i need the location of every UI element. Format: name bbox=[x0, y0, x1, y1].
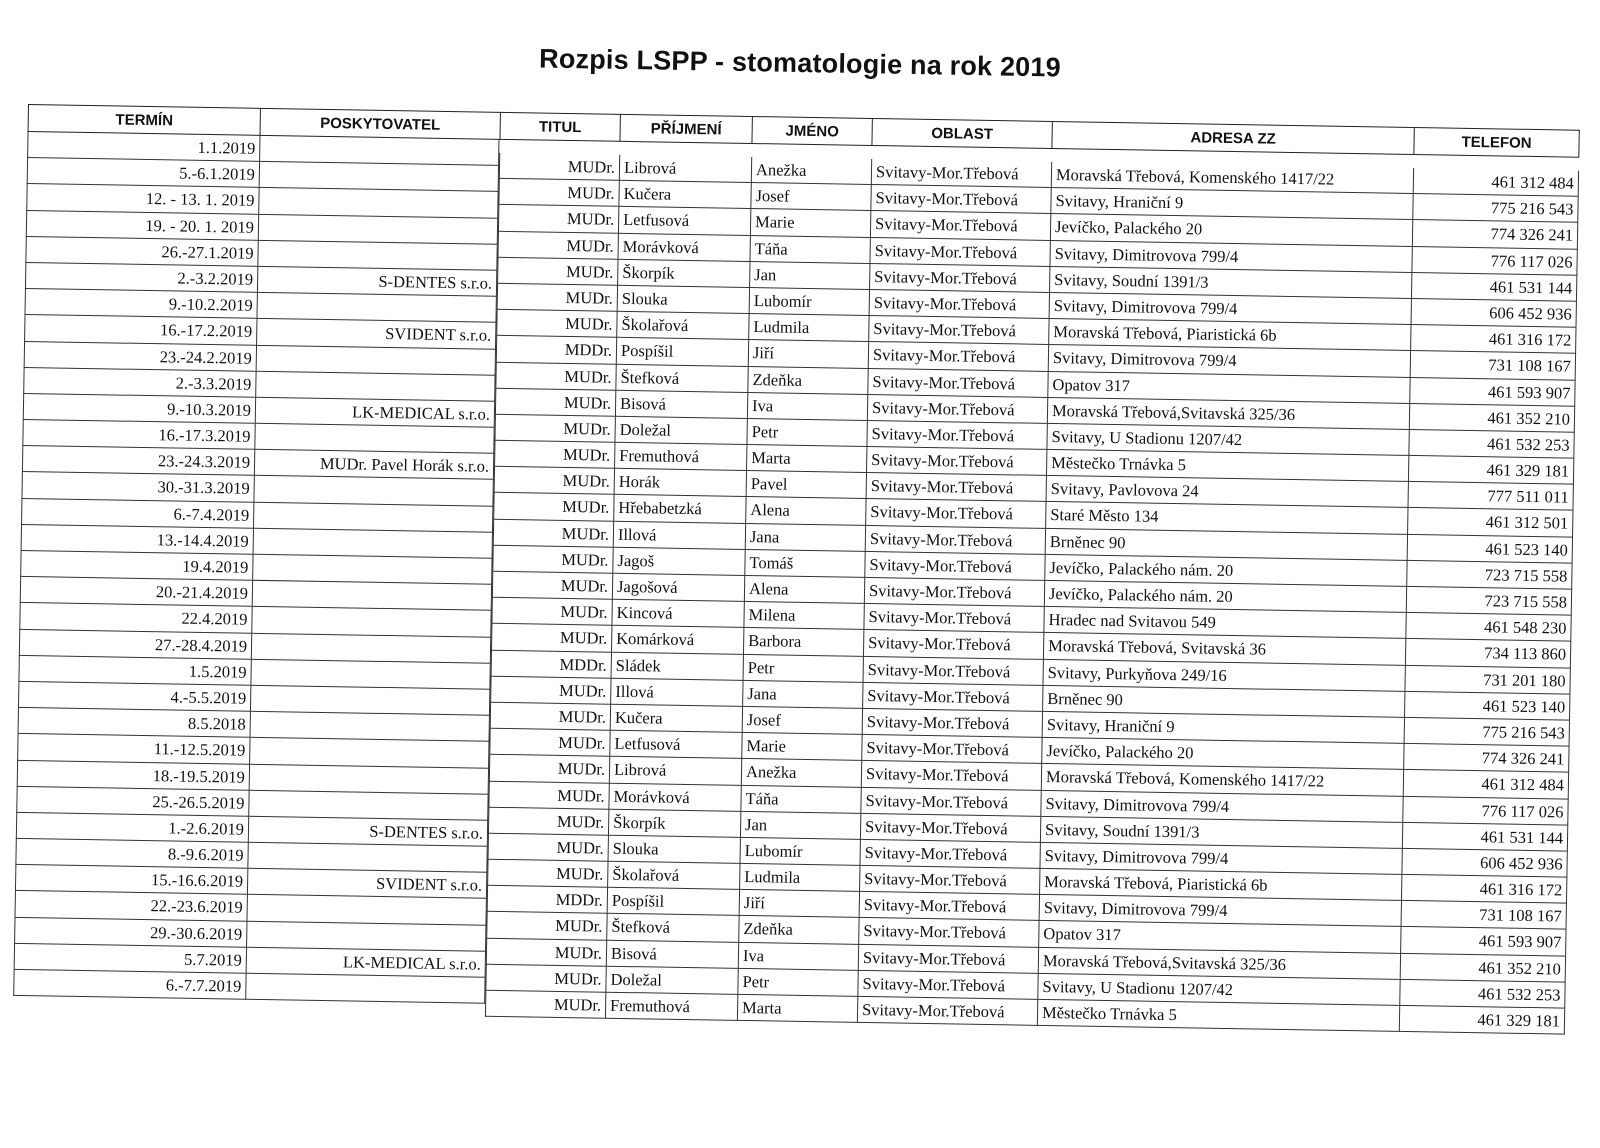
address-cell: Moravská Třebová, Piaristická 6b bbox=[1039, 869, 1401, 901]
provider-cell bbox=[245, 974, 485, 1004]
area-cell: Svitavy-Mor.Třebová bbox=[860, 787, 1040, 816]
term-provider-column bbox=[13, 132, 499, 1004]
title-cell: MUDr. bbox=[494, 467, 614, 495]
term-cell: 22.4.2019 bbox=[19, 603, 251, 633]
surname-cell: Letfusová bbox=[609, 731, 741, 759]
area-cell: Svitavy-Mor.Třebová bbox=[865, 526, 1045, 555]
title-cell: MDDr. bbox=[491, 650, 611, 678]
phone-cell: 461 531 144 bbox=[1411, 273, 1577, 302]
table-body bbox=[11, 132, 1579, 1148]
title-cell: MUDr. bbox=[496, 310, 616, 338]
surname-cell: Školařová bbox=[607, 862, 739, 890]
term-cell: 2.-3.3.2019 bbox=[23, 368, 255, 398]
firstname-cell: Tomáš bbox=[744, 550, 864, 578]
firstname-cell: Lubomír bbox=[749, 288, 869, 316]
title-cell: MUDr. bbox=[488, 834, 608, 862]
surname-cell: Škorpík bbox=[617, 260, 749, 288]
surname-cell: Štefková bbox=[606, 914, 738, 942]
firstname-cell: Jana bbox=[745, 524, 865, 552]
provider-cell bbox=[259, 136, 499, 166]
provider-cell bbox=[258, 214, 498, 244]
phone-cell: 774 326 241 bbox=[1412, 220, 1578, 249]
firstname-cell: Iva bbox=[747, 393, 867, 421]
area-cell: Svitavy-Mor.Třebová bbox=[861, 761, 1041, 790]
phone-cell: 774 326 241 bbox=[1403, 744, 1569, 773]
phone-cell: 731 108 167 bbox=[1401, 901, 1567, 930]
address-cell: Moravská Třebová, Svitavská 36 bbox=[1043, 633, 1405, 665]
address-cell: Svitavy, Dimitrovova 799/4 bbox=[1040, 790, 1402, 822]
provider-cell bbox=[251, 607, 491, 637]
title-cell: MUDr. bbox=[490, 703, 610, 731]
provider-cell bbox=[246, 895, 486, 925]
header-poskytovatel: POSKYTOVATEL bbox=[260, 108, 500, 140]
title-cell: MUDr. bbox=[497, 258, 617, 286]
phone-cell: 461 532 253 bbox=[1399, 980, 1565, 1009]
address-cell: Svitavy, U Stadionu 1207/42 bbox=[1037, 974, 1399, 1006]
phone-cell: 461 316 172 bbox=[1401, 875, 1567, 904]
provider-cell bbox=[258, 188, 498, 218]
provider-cell bbox=[256, 293, 496, 323]
firstname-cell: Jiří bbox=[748, 340, 868, 368]
provider-cell bbox=[247, 843, 487, 873]
address-cell: Jevíčko, Palackého 20 bbox=[1050, 214, 1412, 246]
title-cell: MUDr. bbox=[493, 519, 613, 547]
term-cell: 6.-7.4.2019 bbox=[21, 499, 253, 529]
firstname-cell: Lubomír bbox=[739, 838, 859, 866]
phone-cell: 461 329 181 bbox=[1399, 1006, 1565, 1035]
provider-cell bbox=[250, 686, 490, 716]
surname-cell: Jagošová bbox=[612, 574, 744, 602]
provider-cell bbox=[248, 790, 488, 820]
area-cell: Svitavy-Mor.Třebová bbox=[867, 368, 1047, 397]
provider-cell bbox=[252, 555, 492, 585]
surname-cell: Kučera bbox=[618, 181, 750, 209]
firstname-cell: Zdeňka bbox=[738, 916, 858, 944]
firstname-cell: Ludmila bbox=[739, 864, 859, 892]
schedule-table bbox=[11, 104, 1580, 1148]
surname-cell: Letfusová bbox=[618, 207, 750, 235]
title-cell: MUDr. bbox=[485, 965, 605, 993]
phone-cell: 461 532 253 bbox=[1408, 430, 1574, 459]
provider-cell bbox=[246, 921, 486, 951]
surname-cell: Bisová bbox=[615, 390, 747, 418]
surname-cell: Horák bbox=[614, 469, 746, 497]
address-cell: Jevíčko, Palackého 20 bbox=[1041, 738, 1403, 770]
provider-cell bbox=[253, 529, 493, 559]
term-cell: 8.5.2018 bbox=[18, 708, 250, 738]
term-cell: 9.-10.3.2019 bbox=[23, 394, 255, 424]
address-cell: Brněnec 90 bbox=[1045, 529, 1407, 561]
address-cell: Svitavy, Hraniční 9 bbox=[1042, 712, 1404, 744]
surname-cell: Doležal bbox=[605, 967, 737, 995]
header-oblast: OBLAST bbox=[871, 118, 1051, 149]
header-termin: TERMÍN bbox=[28, 104, 260, 136]
phone-cell: 461 593 907 bbox=[1400, 927, 1566, 956]
phone-cell: 723 715 558 bbox=[1406, 587, 1572, 616]
phone-cell: 461 329 181 bbox=[1408, 456, 1574, 485]
phone-cell: 775 216 543 bbox=[1412, 194, 1578, 223]
term-cell: 23.-24.3.2019 bbox=[22, 446, 254, 476]
address-cell: Moravská Třebová,Svitavská 325/36 bbox=[1038, 947, 1400, 979]
phone-cell: 461 593 907 bbox=[1409, 377, 1575, 406]
term-cell: 29.-30.6.2019 bbox=[14, 918, 246, 948]
provider-cell: MUDr. Pavel Horák s.r.o. bbox=[254, 450, 494, 480]
address-cell: Svitavy, Hraniční 9 bbox=[1050, 188, 1412, 220]
term-cell: 15.-16.6.2019 bbox=[15, 865, 247, 895]
area-cell: Svitavy-Mor.Třebová bbox=[859, 840, 1039, 869]
firstname-cell: Anežka bbox=[741, 759, 861, 787]
surname-cell: Doležal bbox=[614, 417, 746, 445]
area-cell: Svitavy-Mor.Třebová bbox=[869, 290, 1049, 319]
provider-cell: S-DENTES s.r.o. bbox=[257, 267, 497, 297]
title-cell: MUDr. bbox=[499, 153, 619, 181]
surname-cell: Kučera bbox=[610, 705, 742, 733]
area-cell: Svitavy-Mor.Třebová bbox=[864, 552, 1044, 581]
address-cell: Svitavy, Soudní 1391/3 bbox=[1049, 267, 1411, 299]
provider-cell bbox=[251, 633, 491, 663]
surname-cell: Illová bbox=[613, 521, 745, 549]
provider-cell: SVIDENT s.r.o. bbox=[247, 869, 487, 899]
provider-cell bbox=[252, 581, 492, 611]
address-cell: Moravská Třebová,Svitavská 325/36 bbox=[1047, 398, 1409, 430]
phone-cell: 775 216 543 bbox=[1404, 718, 1570, 747]
term-cell: 19.4.2019 bbox=[20, 551, 252, 581]
term-cell: 5.7.2019 bbox=[14, 944, 246, 974]
provider-cell: S-DENTES s.r.o. bbox=[248, 817, 488, 847]
phone-cell: 461 316 172 bbox=[1410, 325, 1576, 354]
surname-cell: Sládek bbox=[611, 652, 743, 680]
area-cell: Svitavy-Mor.Třebová bbox=[857, 971, 1037, 1000]
phone-cell: 723 715 558 bbox=[1406, 561, 1572, 590]
surname-cell: Štefková bbox=[615, 364, 747, 392]
firstname-cell: Petr bbox=[737, 969, 857, 997]
area-cell: Svitavy-Mor.Třebová bbox=[871, 159, 1051, 188]
surname-cell: Morávková bbox=[608, 783, 740, 811]
area-cell: Svitavy-Mor.Třebová bbox=[863, 656, 1043, 685]
address-cell: Moravská Třebová, Piaristická 6b bbox=[1048, 319, 1410, 351]
term-cell: 12. - 13. 1. 2019 bbox=[26, 184, 258, 214]
area-cell: Svitavy-Mor.Třebová bbox=[857, 997, 1037, 1026]
provider-cell bbox=[257, 241, 497, 271]
firstname-cell: Táňa bbox=[740, 785, 860, 813]
provider-cell bbox=[254, 424, 494, 454]
title-cell: MUDr. bbox=[498, 179, 618, 207]
term-cell: 16.-17.3.2019 bbox=[22, 420, 254, 450]
term-cell: 6.-7.7.2019 bbox=[13, 970, 245, 1000]
provider-cell bbox=[253, 502, 493, 532]
surname-cell: Hřebabetzká bbox=[613, 495, 745, 523]
firstname-cell: Josef bbox=[750, 183, 870, 211]
title-cell: MUDr. bbox=[489, 729, 609, 757]
phone-cell: 461 312 484 bbox=[1413, 168, 1579, 197]
address-cell: Svitavy, Purkyňova 249/16 bbox=[1042, 659, 1404, 691]
term-cell: 27.-28.4.2019 bbox=[19, 629, 251, 659]
address-cell: Svitavy, Soudní 1391/3 bbox=[1040, 817, 1402, 849]
surname-cell: Slouka bbox=[608, 836, 740, 864]
provider-cell bbox=[259, 162, 499, 192]
title-cell: MUDr. bbox=[495, 362, 615, 390]
firstname-cell: Jan bbox=[740, 812, 860, 840]
term-cell: 16.-17.2.2019 bbox=[24, 315, 256, 345]
area-cell: Svitavy-Mor.Třebová bbox=[870, 185, 1050, 214]
doctor-columns bbox=[485, 153, 1579, 1035]
firstname-cell: Alena bbox=[744, 576, 864, 604]
address-cell: Moravská Třebová, Komenského 1417/22 bbox=[1051, 162, 1413, 194]
provider-cell bbox=[250, 712, 490, 742]
surname-cell: Školařová bbox=[616, 312, 748, 340]
area-cell: Svitavy-Mor.Třebová bbox=[868, 316, 1048, 345]
header-titul: TITUL bbox=[499, 112, 619, 142]
area-cell: Svitavy-Mor.Třebová bbox=[862, 683, 1042, 712]
term-cell: 13.-14.4.2019 bbox=[21, 525, 253, 555]
phone-cell: 461 531 144 bbox=[1402, 823, 1568, 852]
area-cell: Svitavy-Mor.Třebová bbox=[859, 892, 1039, 921]
phone-cell: 731 108 167 bbox=[1410, 351, 1576, 380]
area-cell: Svitavy-Mor.Třebová bbox=[869, 264, 1049, 293]
title-cell: MUDr. bbox=[486, 938, 606, 966]
area-cell: Svitavy-Mor.Třebová bbox=[866, 447, 1046, 476]
area-cell: Svitavy-Mor.Třebová bbox=[866, 421, 1046, 450]
provider-cell: LK-MEDICAL s.r.o. bbox=[255, 398, 495, 428]
firstname-cell: Petr bbox=[743, 654, 863, 682]
firstname-cell: Barbora bbox=[743, 628, 863, 656]
address-cell: Jevíčko, Palackého nám. 20 bbox=[1044, 555, 1406, 587]
address-cell: Svitavy, Dimitrovova 799/4 bbox=[1049, 241, 1411, 273]
header-telefon: TELEFON bbox=[1413, 127, 1579, 158]
firstname-cell: Ludmila bbox=[748, 314, 868, 342]
term-cell: 22.-23.6.2019 bbox=[15, 891, 247, 921]
title-cell: MUDr. bbox=[494, 441, 614, 469]
term-cell: 1.1.2019 bbox=[27, 132, 259, 162]
address-cell: Opatov 317 bbox=[1038, 921, 1400, 953]
area-cell: Svitavy-Mor.Třebová bbox=[868, 342, 1048, 371]
phone-cell: 461 523 140 bbox=[1407, 535, 1573, 564]
area-cell: Svitavy-Mor.Třebová bbox=[867, 395, 1047, 424]
area-cell: Svitavy-Mor.Třebová bbox=[858, 945, 1038, 974]
firstname-cell: Marie bbox=[750, 209, 870, 237]
term-cell: 20.-21.4.2019 bbox=[20, 577, 252, 607]
surname-cell: Librová bbox=[619, 155, 751, 183]
provider-cell bbox=[256, 345, 496, 375]
provider-cell bbox=[255, 371, 495, 401]
phone-cell: 776 117 026 bbox=[1411, 247, 1577, 276]
provider-cell: LK-MEDICAL s.r.o. bbox=[246, 948, 486, 978]
title-cell: MUDr. bbox=[491, 624, 611, 652]
title-cell: MUDr. bbox=[498, 231, 618, 259]
area-cell: Svitavy-Mor.Třebová bbox=[861, 735, 1041, 764]
phone-cell: 461 312 484 bbox=[1403, 770, 1569, 799]
firstname-cell: Anežka bbox=[751, 157, 871, 185]
term-cell: 18.-19.5.2019 bbox=[17, 760, 249, 790]
address-cell: Městečko Trnávka 5 bbox=[1037, 1000, 1399, 1032]
term-cell: 30.-31.3.2019 bbox=[21, 472, 253, 502]
header-adresa: ADRESA ZZ bbox=[1051, 121, 1413, 155]
address-cell: Městečko Trnávka 5 bbox=[1046, 450, 1408, 482]
title-cell: MUDr. bbox=[492, 546, 612, 574]
term-cell: 9.-10.2.2019 bbox=[24, 289, 256, 319]
address-cell: Svitavy, Dimitrovova 799/4 bbox=[1039, 843, 1401, 875]
firstname-cell: Marie bbox=[741, 733, 861, 761]
address-cell: Hradec nad Svitavou 549 bbox=[1043, 607, 1405, 639]
phone-cell: 731 201 180 bbox=[1404, 665, 1570, 694]
title-cell: MUDr. bbox=[495, 388, 615, 416]
title-cell: MDDr. bbox=[496, 336, 616, 364]
area-cell: Svitavy-Mor.Třebová bbox=[859, 866, 1039, 895]
phone-cell: 734 113 860 bbox=[1405, 639, 1571, 668]
term-cell: 1.-2.6.2019 bbox=[16, 813, 248, 843]
firstname-cell: Jana bbox=[742, 681, 862, 709]
term-cell: 8.-9.6.2019 bbox=[15, 839, 247, 869]
area-cell: Svitavy-Mor.Třebová bbox=[864, 578, 1044, 607]
term-cell: 19. - 20. 1. 2019 bbox=[26, 211, 258, 241]
address-cell: Staré Město 134 bbox=[1045, 502, 1407, 534]
firstname-cell: Zdeňka bbox=[747, 366, 867, 394]
surname-cell: Fremuthová bbox=[605, 993, 737, 1021]
address-cell: Opatov 317 bbox=[1047, 371, 1409, 403]
header-jmeno: JMÉNO bbox=[751, 116, 871, 146]
firstname-cell: Táňa bbox=[749, 236, 869, 264]
surname-cell: Škorpík bbox=[608, 809, 740, 837]
title-cell: MUDr. bbox=[486, 912, 606, 940]
firstname-cell: Petr bbox=[746, 419, 866, 447]
page-title: Rozpis LSPP - stomatologie na rok 2019 bbox=[538, 43, 1062, 83]
area-cell: Svitavy-Mor.Třebová bbox=[866, 473, 1046, 502]
surname-cell: Kincová bbox=[611, 600, 743, 628]
phone-cell: 461 352 210 bbox=[1409, 404, 1575, 433]
title-cell: MUDr. bbox=[488, 781, 608, 809]
title-cell: MUDr. bbox=[489, 755, 609, 783]
area-cell: Svitavy-Mor.Třebová bbox=[870, 211, 1050, 240]
area-cell: Svitavy-Mor.Třebová bbox=[860, 814, 1040, 843]
title-cell: MUDr. bbox=[492, 572, 612, 600]
phone-cell: 461 548 230 bbox=[1405, 613, 1571, 642]
surname-cell: Morávková bbox=[618, 233, 750, 261]
surname-cell: Jagoš bbox=[612, 548, 744, 576]
term-cell: 2.-3.2.2019 bbox=[25, 263, 257, 293]
term-cell: 25.-26.5.2019 bbox=[16, 787, 248, 817]
title-cell: MUDr. bbox=[491, 598, 611, 626]
phone-cell: 606 452 936 bbox=[1401, 849, 1567, 878]
title-cell: MUDr. bbox=[490, 676, 610, 704]
firstname-cell: Milena bbox=[743, 602, 863, 630]
term-cell: 5.-6.1.2019 bbox=[27, 158, 259, 188]
title-cell: MUDr. bbox=[493, 493, 613, 521]
term-cell: 11.-12.5.2019 bbox=[17, 734, 249, 764]
surname-cell: Illová bbox=[610, 678, 742, 706]
firstname-cell: Iva bbox=[738, 943, 858, 971]
area-cell: Svitavy-Mor.Třebová bbox=[865, 499, 1045, 528]
surname-cell: Fremuthová bbox=[614, 443, 746, 471]
provider-cell bbox=[249, 738, 489, 768]
address-cell: Moravská Třebová, Komenského 1417/22 bbox=[1041, 764, 1403, 796]
firstname-cell: Alena bbox=[745, 497, 865, 525]
title-cell: MDDr. bbox=[487, 886, 607, 914]
title-cell: MUDr. bbox=[487, 860, 607, 888]
firstname-cell: Marta bbox=[746, 445, 866, 473]
provider-cell bbox=[250, 660, 490, 690]
provider-cell bbox=[253, 476, 493, 506]
phone-cell: 606 452 936 bbox=[1411, 299, 1577, 328]
phone-cell: 461 523 140 bbox=[1404, 692, 1570, 721]
surname-cell: Librová bbox=[609, 757, 741, 785]
address-cell: Svitavy, Dimitrovova 799/4 bbox=[1039, 895, 1401, 927]
area-cell: Svitavy-Mor.Třebová bbox=[863, 604, 1043, 633]
address-cell: Svitavy, U Stadionu 1207/42 bbox=[1046, 424, 1408, 456]
area-cell: Svitavy-Mor.Třebová bbox=[862, 709, 1042, 738]
firstname-cell: Marta bbox=[737, 995, 857, 1023]
area-cell: Svitavy-Mor.Třebová bbox=[863, 630, 1043, 659]
firstname-cell: Josef bbox=[742, 707, 862, 735]
title-cell: MUDr. bbox=[497, 284, 617, 312]
provider-cell bbox=[249, 764, 489, 794]
surname-cell: Pospíšil bbox=[616, 338, 748, 366]
surname-cell: Komárková bbox=[611, 626, 743, 654]
address-cell: Svitavy, Dimitrovova 799/4 bbox=[1048, 345, 1410, 377]
surname-cell: Pospíšil bbox=[607, 888, 739, 916]
address-cell: Svitavy, Dimitrovova 799/4 bbox=[1049, 293, 1411, 325]
firstname-cell: Jan bbox=[749, 262, 869, 290]
phone-cell: 777 511 011 bbox=[1407, 482, 1573, 511]
term-cell: 1.5.2019 bbox=[18, 656, 250, 686]
firstname-cell: Jiří bbox=[739, 890, 859, 918]
term-cell: 26.-27.1.2019 bbox=[25, 237, 257, 267]
title-cell: MUDr. bbox=[494, 415, 614, 443]
address-cell: Brněnec 90 bbox=[1042, 686, 1404, 718]
surname-cell: Bisová bbox=[606, 940, 738, 968]
term-cell: 23.-24.2.2019 bbox=[24, 341, 256, 371]
term-cell: 4.-5.5.2019 bbox=[18, 682, 250, 712]
title-cell: MUDr. bbox=[488, 807, 608, 835]
phone-cell: 461 352 210 bbox=[1400, 953, 1566, 982]
area-cell: Svitavy-Mor.Třebová bbox=[869, 238, 1049, 267]
address-cell: Jevíčko, Palackého nám. 20 bbox=[1044, 581, 1406, 613]
title-cell: MUDr. bbox=[498, 205, 618, 233]
phone-cell: 776 117 026 bbox=[1402, 796, 1568, 825]
area-cell: Svitavy-Mor.Třebová bbox=[858, 918, 1038, 947]
phone-cell: 461 312 501 bbox=[1407, 508, 1573, 537]
firstname-cell: Pavel bbox=[746, 471, 866, 499]
provider-cell: SVIDENT s.r.o. bbox=[256, 319, 496, 349]
surname-cell: Slouka bbox=[617, 286, 749, 314]
header-prijmeni: PŘÍJMENÍ bbox=[619, 114, 751, 144]
address-cell: Svitavy, Pavlovova 24 bbox=[1046, 476, 1408, 508]
title-cell: MUDr. bbox=[485, 991, 605, 1019]
